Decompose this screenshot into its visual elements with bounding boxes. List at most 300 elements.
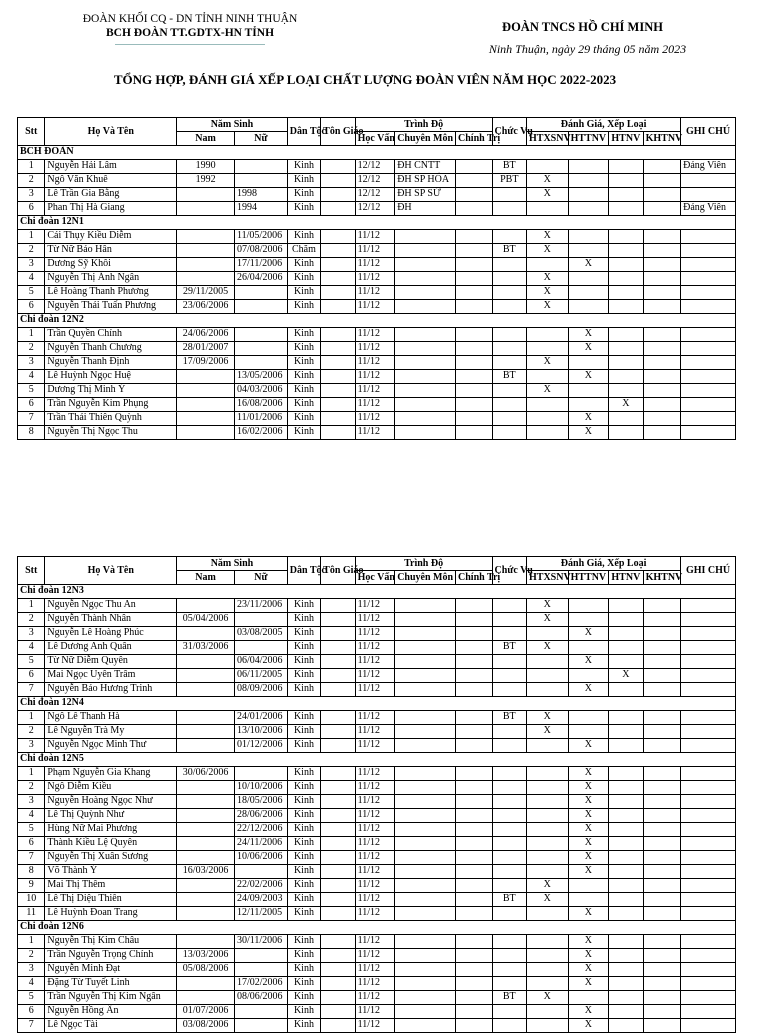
cell-major (395, 991, 456, 1005)
cell-httnv: X (568, 949, 609, 963)
cell-politics (456, 669, 493, 683)
section-row (18, 216, 736, 230)
cell-stt: 2 (18, 342, 45, 356)
cell-female-birth: 10/06/2006 (234, 851, 287, 865)
cell-major (395, 426, 456, 440)
cell-male-birth (177, 258, 235, 272)
cell-major (395, 641, 456, 655)
header-htnv: HTNV (609, 132, 643, 146)
cell-religion (321, 188, 355, 202)
cell-male-birth (177, 711, 235, 725)
cell-culture: 11/12 (355, 809, 395, 823)
cell-htxsnv (527, 977, 569, 991)
header-httnv: HTTNV (568, 132, 609, 146)
cell-name: Nguyễn Thị Xuân Sương (45, 851, 177, 865)
cell-htnv (609, 991, 643, 1005)
cell-khtnv (643, 272, 681, 286)
cell-culture: 11/12 (355, 426, 395, 440)
cell-note (681, 384, 736, 398)
cell-male-birth: 31/03/2006 (177, 641, 235, 655)
cell-position (492, 342, 526, 356)
cell-name: Nguyễn Ngọc Minh Thư (45, 739, 177, 753)
cell-note (681, 328, 736, 342)
cell-note (681, 286, 736, 300)
cell-ethnic: Kinh (287, 655, 320, 669)
cell-htnv (609, 328, 643, 342)
cell-khtnv (643, 627, 681, 641)
cell-htxsnv (527, 398, 569, 412)
cell-female-birth: 08/09/2006 (234, 683, 287, 697)
cell-religion (321, 837, 355, 851)
cell-name: Trần Nguyễn Thị Kim Ngân (45, 991, 177, 1005)
cell-httnv: X (568, 837, 609, 851)
cell-female-birth (234, 641, 287, 655)
cell-culture: 11/12 (355, 272, 395, 286)
cell-politics (456, 739, 493, 753)
cell-htxsnv (527, 963, 569, 977)
cell-htnv (609, 767, 643, 781)
cell-position (492, 655, 526, 669)
cell-culture: 12/12 (355, 160, 395, 174)
cell-htxsnv: X (527, 991, 569, 1005)
org-line-2: BCH ĐOÀN TT.GDTX-HN TỈNH (105, 27, 275, 39)
cell-khtnv (643, 258, 681, 272)
cell-politics (456, 1005, 493, 1019)
cell-culture: 11/12 (355, 599, 395, 613)
header-htxsnv: HTXSNV (527, 132, 569, 146)
cell-httnv: X (568, 739, 609, 753)
cell-htxsnv (527, 655, 569, 669)
cell-ethnic: Kinh (287, 795, 320, 809)
cell-politics (456, 837, 493, 851)
header-male: Nam (177, 132, 235, 146)
cell-ethnic: Kinh (287, 781, 320, 795)
cell-stt: 9 (18, 879, 45, 893)
table-row (18, 426, 736, 440)
cell-culture: 11/12 (355, 725, 395, 739)
cell-note (681, 711, 736, 725)
cell-htnv (609, 174, 643, 188)
cell-major (395, 342, 456, 356)
cell-note (681, 991, 736, 1005)
cell-name: Lê Huỳnh Ngọc Huệ (45, 370, 177, 384)
cell-htxsnv (527, 795, 569, 809)
cell-culture: 12/12 (355, 174, 395, 188)
cell-female-birth: 11/01/2006 (234, 412, 287, 426)
cell-stt: 6 (18, 1005, 45, 1019)
cell-female-birth: 04/03/2006 (234, 384, 287, 398)
cell-religion (321, 160, 355, 174)
cell-httnv: X (568, 963, 609, 977)
cell-htnv (609, 865, 643, 879)
cell-khtnv (643, 935, 681, 949)
cell-male-birth (177, 412, 235, 426)
cell-htnv (609, 356, 643, 370)
cell-major (395, 949, 456, 963)
cell-major (395, 851, 456, 865)
cell-major (395, 398, 456, 412)
cell-htxsnv: X (527, 244, 569, 258)
cell-name: Nguyễn Thanh Chương (45, 342, 177, 356)
cell-culture: 12/12 (355, 188, 395, 202)
cell-ethnic: Kinh (287, 977, 320, 991)
cell-httnv: X (568, 851, 609, 865)
cell-stt: 6 (18, 669, 45, 683)
cell-htxsnv: X (527, 356, 569, 370)
cell-male-birth (177, 781, 235, 795)
cell-female-birth: 24/01/2006 (234, 711, 287, 725)
cell-htxsnv: X (527, 286, 569, 300)
section-row (18, 921, 736, 935)
cell-note (681, 725, 736, 739)
cell-note (681, 1019, 736, 1033)
header-ethnic: Dân Tộc (287, 557, 320, 585)
cell-major (395, 286, 456, 300)
table-row (18, 613, 736, 627)
cell-note (681, 837, 736, 851)
cell-position: BT (492, 991, 526, 1005)
header-httnv: HTTNV (568, 571, 609, 585)
cell-politics (456, 412, 493, 426)
cell-khtnv (643, 244, 681, 258)
cell-politics (456, 655, 493, 669)
cell-httnv (568, 244, 609, 258)
cell-stt: 2 (18, 174, 45, 188)
header-culture: Học Vấn (355, 571, 395, 585)
header-khtnv: KHTNV (643, 132, 681, 146)
cell-note (681, 426, 736, 440)
table-row (18, 963, 736, 977)
section-row (18, 697, 736, 711)
cell-httnv: X (568, 683, 609, 697)
cell-khtnv (643, 837, 681, 851)
cell-religion (321, 795, 355, 809)
cell-htxsnv: X (527, 879, 569, 893)
cell-major (395, 599, 456, 613)
cell-stt: 7 (18, 412, 45, 426)
cell-ethnic: Kinh (287, 879, 320, 893)
cell-culture: 11/12 (355, 893, 395, 907)
cell-httnv: X (568, 809, 609, 823)
cell-female-birth: 07/08/2006 (234, 244, 287, 258)
cell-religion (321, 286, 355, 300)
cell-ethnic: Kinh (287, 991, 320, 1005)
cell-major (395, 683, 456, 697)
cell-politics (456, 188, 493, 202)
header-female: Nữ (234, 132, 287, 146)
cell-name: Lê Ngọc Tài (45, 1019, 177, 1033)
cell-politics (456, 370, 493, 384)
cell-httnv: X (568, 823, 609, 837)
cell-httnv: X (568, 935, 609, 949)
cell-htnv (609, 893, 643, 907)
cell-religion (321, 328, 355, 342)
cell-htxsnv: X (527, 893, 569, 907)
cell-ethnic: Kinh (287, 725, 320, 739)
cell-position (492, 202, 526, 216)
cell-culture: 11/12 (355, 767, 395, 781)
cell-stt: 5 (18, 286, 45, 300)
cell-religion (321, 977, 355, 991)
cell-male-birth: 03/08/2006 (177, 1019, 235, 1033)
cell-politics (456, 851, 493, 865)
header-htxsnv: HTXSNV (527, 571, 569, 585)
cell-religion (321, 991, 355, 1005)
cell-httnv: X (568, 412, 609, 426)
cell-note (681, 627, 736, 641)
cell-politics (456, 174, 493, 188)
cell-note (681, 977, 736, 991)
cell-khtnv (643, 879, 681, 893)
table-row (18, 258, 736, 272)
cell-htnv (609, 977, 643, 991)
cell-religion (321, 356, 355, 370)
cell-stt: 7 (18, 851, 45, 865)
cell-politics (456, 781, 493, 795)
cell-religion (321, 272, 355, 286)
cell-htnv (609, 160, 643, 174)
cell-khtnv (643, 893, 681, 907)
cell-religion (321, 781, 355, 795)
header-male: Nam (177, 571, 235, 585)
cell-name: Trần Nguyễn Trọng Chính (45, 949, 177, 963)
cell-htxsnv: X (527, 725, 569, 739)
cell-httnv (568, 300, 609, 314)
cell-khtnv (643, 1019, 681, 1033)
cell-male-birth (177, 991, 235, 1005)
cell-female-birth: 22/02/2006 (234, 879, 287, 893)
cell-major (395, 230, 456, 244)
cell-note (681, 244, 736, 258)
cell-politics (456, 272, 493, 286)
cell-female-birth: 13/10/2006 (234, 725, 287, 739)
cell-stt: 2 (18, 244, 45, 258)
cell-stt: 1 (18, 767, 45, 781)
cell-female-birth: 23/11/2006 (234, 599, 287, 613)
cell-position: BT (492, 893, 526, 907)
cell-htnv (609, 599, 643, 613)
table-row (18, 641, 736, 655)
cell-htxsnv: X (527, 230, 569, 244)
table-row (18, 655, 736, 669)
cell-politics (456, 1019, 493, 1033)
cell-religion (321, 370, 355, 384)
section-row (18, 753, 736, 767)
cell-note (681, 669, 736, 683)
cell-culture: 11/12 (355, 781, 395, 795)
cell-male-birth (177, 599, 235, 613)
cell-female-birth: 28/06/2006 (234, 809, 287, 823)
cell-major (395, 809, 456, 823)
cell-male-birth (177, 725, 235, 739)
cell-culture: 11/12 (355, 384, 395, 398)
cell-htxsnv (527, 809, 569, 823)
cell-khtnv (643, 230, 681, 244)
table-row (18, 160, 736, 174)
section-title: BCH ĐOÀN (18, 146, 736, 160)
cell-ethnic: Kinh (287, 300, 320, 314)
cell-religion (321, 809, 355, 823)
cell-khtnv (643, 328, 681, 342)
table-row (18, 1019, 736, 1033)
cell-httnv (568, 711, 609, 725)
cell-note (681, 655, 736, 669)
cell-stt: 1 (18, 599, 45, 613)
cell-major (395, 879, 456, 893)
cell-htnv (609, 683, 643, 697)
cell-religion (321, 174, 355, 188)
cell-httnv (568, 202, 609, 216)
cell-position (492, 907, 526, 921)
cell-position (492, 935, 526, 949)
cell-stt: 8 (18, 865, 45, 879)
cell-major (395, 272, 456, 286)
cell-htxsnv: X (527, 188, 569, 202)
cell-note (681, 851, 736, 865)
cell-politics (456, 627, 493, 641)
cell-stt: 4 (18, 641, 45, 655)
header-stt: Stt (18, 118, 45, 146)
cell-politics (456, 865, 493, 879)
cell-culture: 11/12 (355, 865, 395, 879)
cell-position (492, 809, 526, 823)
cell-name: Lê Dương Anh Quân (45, 641, 177, 655)
cell-khtnv (643, 426, 681, 440)
cell-male-birth (177, 809, 235, 823)
cell-httnv (568, 174, 609, 188)
cell-major (395, 1005, 456, 1019)
cell-position (492, 356, 526, 370)
cell-htxsnv (527, 1005, 569, 1019)
header-female: Nữ (234, 571, 287, 585)
header-level: Trình Độ (355, 118, 492, 132)
cell-female-birth (234, 865, 287, 879)
cell-position: BT (492, 244, 526, 258)
table-row (18, 356, 736, 370)
cell-htxsnv: X (527, 384, 569, 398)
cell-note (681, 356, 736, 370)
cell-major (395, 935, 456, 949)
cell-khtnv (643, 613, 681, 627)
cell-religion (321, 865, 355, 879)
cell-stt: 5 (18, 991, 45, 1005)
cell-htxsnv (527, 949, 569, 963)
cell-politics (456, 641, 493, 655)
cell-religion (321, 711, 355, 725)
table-row (18, 977, 736, 991)
cell-major (395, 384, 456, 398)
cell-name: Nguyễn Hải Lâm (45, 160, 177, 174)
cell-position (492, 837, 526, 851)
cell-note (681, 641, 736, 655)
cell-htnv (609, 627, 643, 641)
cell-culture: 11/12 (355, 795, 395, 809)
cell-politics (456, 384, 493, 398)
cell-khtnv (643, 991, 681, 1005)
cell-female-birth: 12/11/2005 (234, 907, 287, 921)
cell-female-birth: 10/10/2006 (234, 781, 287, 795)
cell-httnv: X (568, 627, 609, 641)
cell-major (395, 655, 456, 669)
cell-khtnv (643, 160, 681, 174)
cell-htxsnv: X (527, 641, 569, 655)
cell-htxsnv (527, 160, 569, 174)
cell-culture: 11/12 (355, 739, 395, 753)
cell-male-birth: 17/09/2006 (177, 356, 235, 370)
cell-female-birth (234, 160, 287, 174)
cell-name: Phan Thị Hà Giang (45, 202, 177, 216)
cell-note (681, 907, 736, 921)
cell-httnv (568, 286, 609, 300)
cell-religion (321, 935, 355, 949)
cell-stt: 3 (18, 963, 45, 977)
cell-name: Nguyễn Thị Kim Châu (45, 935, 177, 949)
cell-name: Nguyễn Lê Hoàng Phúc (45, 627, 177, 641)
cell-politics (456, 949, 493, 963)
cell-httnv: X (568, 426, 609, 440)
cell-male-birth (177, 398, 235, 412)
cell-major (395, 1019, 456, 1033)
cell-name: Nguyễn Hồng Ân (45, 1005, 177, 1019)
cell-male-birth: 29/11/2005 (177, 286, 235, 300)
cell-female-birth (234, 949, 287, 963)
cell-name: Lê Thị Quỳnh Như (45, 809, 177, 823)
cell-khtnv (643, 739, 681, 753)
cell-female-birth: 01/12/2006 (234, 739, 287, 753)
cell-note (681, 300, 736, 314)
cell-name: Mai Ngọc Uyên Trâm (45, 669, 177, 683)
cell-female-birth: 16/02/2006 (234, 426, 287, 440)
cell-major (395, 907, 456, 921)
cell-male-birth: 05/04/2006 (177, 613, 235, 627)
cell-culture: 11/12 (355, 907, 395, 921)
cell-htxsnv (527, 426, 569, 440)
cell-male-birth (177, 851, 235, 865)
cell-khtnv (643, 370, 681, 384)
cell-politics (456, 683, 493, 697)
table-row (18, 286, 736, 300)
cell-position (492, 781, 526, 795)
cell-female-birth: 24/11/2006 (234, 837, 287, 851)
cell-stt: 3 (18, 795, 45, 809)
cell-female-birth (234, 356, 287, 370)
cell-httnv: X (568, 342, 609, 356)
table-row (18, 202, 736, 216)
cell-male-birth (177, 739, 235, 753)
cell-position (492, 683, 526, 697)
section-title: Chi đoàn 12N1 (18, 216, 736, 230)
cell-stt: 11 (18, 907, 45, 921)
table-row (18, 949, 736, 963)
cell-religion (321, 669, 355, 683)
cell-religion (321, 426, 355, 440)
cell-khtnv (643, 342, 681, 356)
cell-position (492, 977, 526, 991)
table-row (18, 342, 736, 356)
cell-httnv (568, 879, 609, 893)
cell-politics (456, 879, 493, 893)
header-politics: Chính Trị (456, 571, 493, 585)
cell-religion (321, 879, 355, 893)
cell-religion (321, 202, 355, 216)
cell-culture: 11/12 (355, 356, 395, 370)
cell-male-birth (177, 823, 235, 837)
cell-httnv (568, 725, 609, 739)
cell-culture: 11/12 (355, 398, 395, 412)
cell-male-birth: 05/08/2006 (177, 963, 235, 977)
table-row (18, 230, 736, 244)
header-khtnv: KHTNV (643, 571, 681, 585)
